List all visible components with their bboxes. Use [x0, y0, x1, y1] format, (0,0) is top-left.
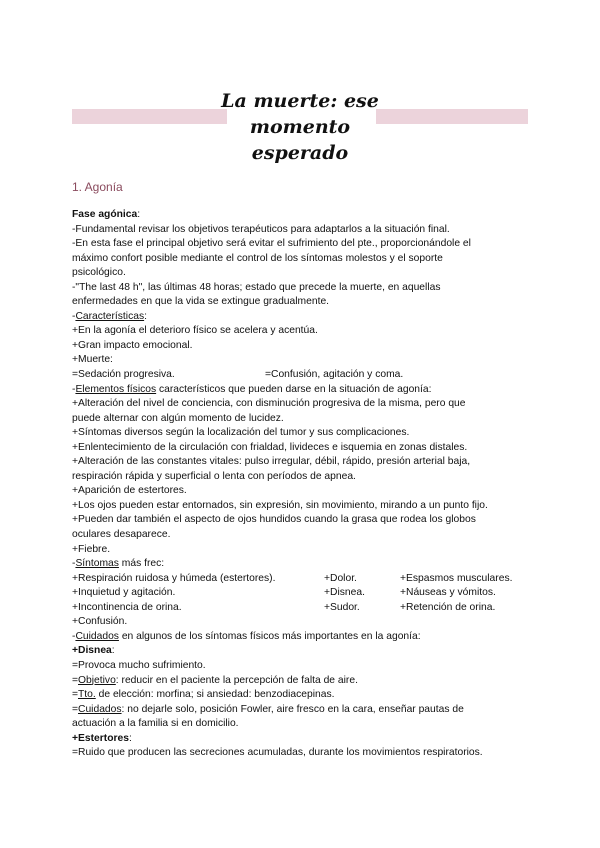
cuidados-label: Cuidados [75, 630, 119, 642]
objetivo-prefix: = [72, 674, 79, 686]
elementos-rest: característicos que pueden darse en la situación de agonía: [156, 383, 432, 395]
objetivo-label: Objetivo [78, 674, 116, 686]
text-line: +Gran impacto emocional. [72, 339, 193, 351]
symptom-cell: +Incontinencia de orina. [72, 601, 182, 613]
text-line: enfermedades en que la vida se extingue gradualmente. [72, 296, 330, 308]
text-line: =Ruido que producen las secreciones acumuladas, durante los movimientos respiratorios. [72, 747, 483, 759]
text-line: +Enlentecimiento de la circulación con frialdad, livideces e isquemia en zonas distales. [72, 441, 468, 453]
symptom-cell: +Inquietud y agitación. [72, 587, 176, 599]
text-line [72, 630, 542, 645]
elementos-label: Elementos físicos [75, 383, 157, 395]
page-title-line-2: momento esperado [249, 116, 351, 164]
page-title [200, 88, 400, 166]
text-line [72, 557, 542, 572]
fase-colon: : [137, 209, 141, 220]
text-line: +Alteración de las constantes vitales: pulso irregular, débil, rápido, presión arterial baja, [72, 456, 471, 468]
symptom-row [72, 586, 542, 601]
cuidados-disnea-rest: : no dejarle solo, posición Fowler, aire fresco en la cara, enseñar pautas de [121, 703, 464, 715]
text-line: +Fiebre. [72, 543, 111, 555]
text-line: +En la agonía el deterioro físico se acelera y acentúa. [72, 325, 318, 337]
elementos-prefix: - [72, 383, 76, 395]
text-line: actuación a la familia si en domicilio. [72, 718, 239, 730]
text-line: máximo confort posible mediante el control de los síntomas molestos y el soporte [72, 252, 443, 264]
symptom-cell: +Retención de orina. [400, 601, 496, 613]
section-title: 1. Agonía [72, 180, 123, 194]
text-line [72, 688, 542, 703]
symptom-cell: +Sudor. [324, 601, 360, 613]
cuidados-rest: en algunos de los síntomas físicos más importantes en la agonía: [118, 630, 421, 642]
sintomas-label: Síntomas [75, 558, 119, 570]
text-line: -Fundamental revisar los objetivos terapéuticos para adaptarlos a la situación final. [72, 223, 450, 235]
symptom-row [72, 601, 542, 616]
fase-label: Fase agónica [72, 209, 138, 220]
text-line: puede alternar con algún momento de lucidez. [72, 412, 284, 424]
text-line: oculares desaparece. [72, 529, 171, 541]
estertores-label: +Estertores [72, 732, 129, 744]
text-line: +Confusión. [72, 616, 128, 628]
tto-rest: de elección: morfina; si ansiedad: benzodiacepinas. [95, 689, 335, 701]
objetivo-rest: : reducir en el paciente la percepción de falta de aire. [115, 674, 358, 686]
text-line [72, 644, 542, 659]
text-line: psicológico. [72, 267, 126, 279]
text-line [72, 674, 542, 689]
text-line [72, 368, 542, 383]
page-title-line-1: La muerte: ese [221, 90, 379, 112]
text-line: -"The last 48 h", las últimas 48 horas; estado que precede la muerte, en aquellas [72, 281, 441, 293]
estertores-colon: : [128, 732, 132, 744]
text-line: =Provoca mucho sufrimiento. [72, 659, 206, 671]
text-line: respiración rápida y superficial o lenta con períodos de apnea. [72, 470, 356, 482]
cuidados-disnea-label: Cuidados [78, 703, 122, 715]
symptom-cell: +Disnea. [324, 587, 365, 599]
text-line [72, 208, 542, 223]
cuidados-prefix: - [72, 630, 76, 642]
cuidados-disnea-prefix: = [72, 703, 79, 715]
caracteristicas-label: Características [75, 310, 145, 322]
text-line: +Síntomas diversos según la localización del tumor y sus complicaciones. [72, 427, 410, 439]
text-line: +Los ojos pueden estar entornados, sin expresión, sin movimiento, mirando a un punto fijo. [72, 499, 488, 511]
sintomas-prefix: - [72, 558, 76, 570]
text-line [72, 383, 542, 398]
disnea-label: +Disnea [72, 645, 112, 657]
text-line: -En esta fase el principal objetivo será evitar el sufrimiento del pte., proporcionándole el [72, 238, 471, 250]
symptom-cell: +Dolor. [324, 572, 357, 584]
symptom-cell: +Náuseas y vómitos. [400, 587, 496, 599]
text-line: +Muerte: [72, 354, 113, 366]
disnea-colon: : [111, 645, 115, 657]
text-line: +Pueden dar también el aspecto de ojos hundidos cuando la grasa que rodea los globos [72, 514, 476, 526]
text-line [72, 703, 542, 718]
document-body [72, 208, 542, 761]
muerte-item-2: =Confusión, agitación y coma. [265, 369, 404, 381]
tto-prefix: = [72, 689, 79, 701]
symptom-row [72, 572, 542, 587]
tto-label: Tto. [78, 689, 96, 701]
symptom-cell: +Espasmos musculares. [400, 572, 513, 584]
symptom-cell: +Respiración ruidosa y húmeda (estertores). [72, 572, 276, 584]
text-line [72, 732, 542, 747]
caracteristicas-colon: : [144, 310, 147, 322]
text-line: +Alteración del nivel de conciencia, con disminución progresiva de la misma, pero que [72, 398, 466, 410]
muerte-item-1: =Sedación progresiva. [72, 369, 175, 381]
sintomas-rest: más frec: [118, 558, 165, 570]
text-line: +Aparición de estertores. [72, 485, 187, 497]
caracteristicas-prefix: - [72, 310, 76, 322]
text-line [72, 310, 542, 325]
